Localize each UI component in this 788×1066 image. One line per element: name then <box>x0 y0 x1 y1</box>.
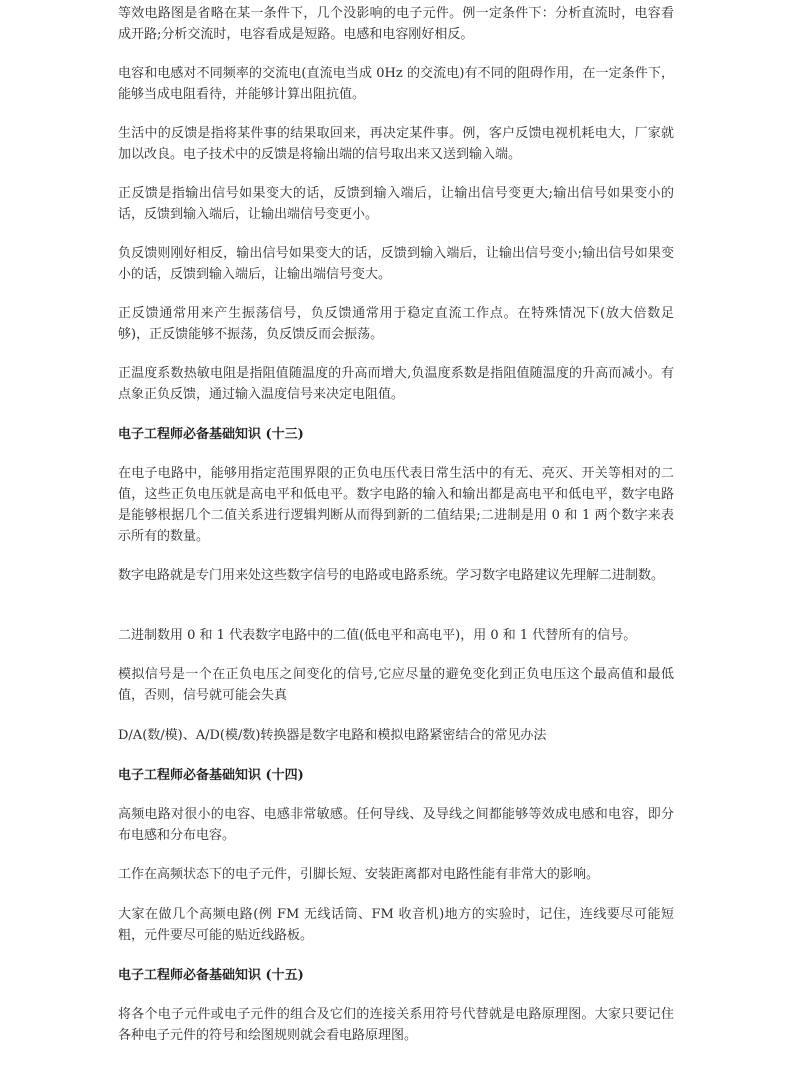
paragraph-binary: 二进制数用 0 和 1 代表数字电路中的二值(低电平和高电平)，用 0 和 1 代替所有的信号。 <box>118 628 637 643</box>
paragraph-high-frequency-sensitivity: 高频电路对很小的电容、电感非常敏感。任何导线、及导线之间都能够等效成电感和电容，即分布电感和分布电容。 <box>118 807 674 843</box>
paragraph-thermistor: 正温度系数热敏电阻是指阻值随温度的升高而增大,负温度系数是指阻值随温度的升高而减小。有点象正负反馈，通过输入温度信号来决定电阻值。 <box>118 366 674 402</box>
section-heading-13: 电子工程师必备基础知识 (十三) <box>118 427 304 442</box>
paragraph-digital-circuit: 数字电路就是专门用来处这些数字信号的电路或电路系统。学习数字电路建议先理解二进制数。 <box>118 568 665 583</box>
paragraph-capacitor-inductor-impedance: 电容和电感对不同频率的交流电(直流电当成 0Hz 的交流电)有不同的阻碍作用，在一定条件下，能够当成电阻看待，并能够计算出阻抗值。 <box>118 66 674 102</box>
paragraph-da-ad-converters: D/A(数/模)、A/D(模/数)转换器是数字电路和模拟电路紧密结合的常见办法 <box>118 728 547 743</box>
paragraph-negative-feedback: 负反馈则刚好相反，输出信号如果变大的话，反馈到输入端后，让输出信号变小;输出信号如果变小的话，反馈到输入端后，让输出端信号变大。 <box>118 246 674 282</box>
paragraph-positive-feedback: 正反馈是指输出信号如果变大的话，反馈到输入端后，让输出信号变更大;输出信号如果变小的话，反馈到输入端后，让输出端信号变更小。 <box>118 186 674 222</box>
section-heading-15: 电子工程师必备基础知识 (十五) <box>118 968 304 983</box>
paragraph-feedback-usage: 正反馈通常用来产生振荡信号，负反馈通常用于稳定直流工作点。在特殊情况下(放大倍数足够)，正反馈能够不振荡，负反馈反而会振荡。 <box>118 306 674 342</box>
paragraph-analog-signal: 模拟信号是一个在正负电压之间变化的信号,它应尽量的避免变化到正负电压这个最高值和最低值，否则，信号就可能会失真 <box>118 667 674 703</box>
section-heading-14: 电子工程师必备基础知识 (十四) <box>118 768 304 783</box>
paragraph-equivalent-circuit: 等效电路图是省略在某一条件下，几个没影响的电子元件。例一定条件下：分析直流时，电容看成开路;分析交流时，电容看成是短路。电感和电容刚好相反。 <box>118 6 674 42</box>
paragraph-high-frequency-components: 工作在高频状态下的电子元件，引脚长短、安装距离都对电路性能有非常大的影响。 <box>118 867 600 882</box>
paragraph-high-frequency-experiments: 大家在做几个高频电路(例 FM 无线话筒、FM 收音机)地方的实验时，记住，连线要尽可能短粗，元件要尽可能的贴近线路板。 <box>118 907 674 943</box>
paragraph-feedback-definition: 生活中的反馈是指将某件事的结果取回来，再决定某件事。例，客户反馈电视机耗电大，厂家就加以改良。电子技术中的反馈是将输出端的信号取出来又送到输入端。 <box>118 126 674 162</box>
paragraph-schematic-diagram: 将各个电子元件或电子元件的组合及它们的连接关系用符号代替就是电路原理图。大家只要记住各种电子元件的符号和绘图规则就会看电路原理图。 <box>118 1007 674 1043</box>
paragraph-digital-levels: 在电子电路中，能够用指定范围界限的正负电压代表日常生活中的有无、亮灭、开关等相对的二值，这些正负电压就是高电平和低电平。数字电路的输入和输出都是高电平和低电平，数字电路是能够根据几个二值关系进行逻辑判断从而得到新的二值结果;二进制是用 0 和 1 两个数字来表示所有的数量。 <box>118 466 674 544</box>
